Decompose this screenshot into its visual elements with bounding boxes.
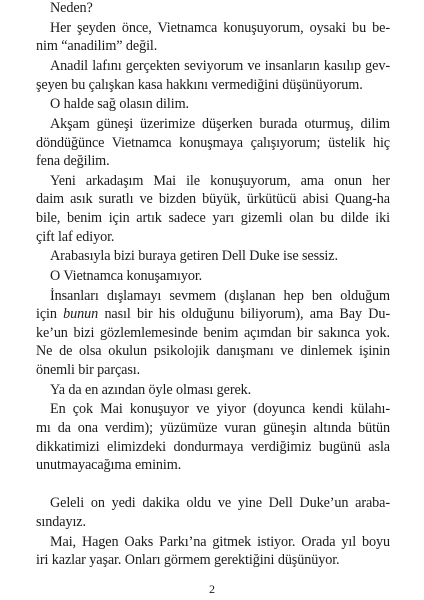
emphasized-word: bunun <box>63 306 99 323</box>
text-line <box>36 305 390 324</box>
text-line: Anadil lafını gerçekten seviyorum ve insanların kasılıp gev- <box>50 57 390 74</box>
text-line: Geleli on yedi dakika oldu ve yine Dell Duke’un araba- <box>50 495 390 512</box>
paragraph <box>36 57 390 94</box>
text-line: mı da ona verdim); yüzümüze vuran güneşin altında bütün <box>36 420 390 436</box>
text-line: Her şeyden önce, Vietnamca konuşuyorum, oysaki bu be- <box>50 19 390 36</box>
paragraph <box>36 247 390 266</box>
text-line: Neden? <box>50 0 93 16</box>
paragraph <box>36 267 390 286</box>
paragraph <box>36 0 390 18</box>
text-line: Yeni arkadaşım Mai ile konuşuyorum, ama onun her <box>50 172 390 189</box>
text-line: ke’un bizi gözlemlemesinde benim açımdan bir sakınca yok. <box>36 324 390 341</box>
paragraph <box>36 172 390 246</box>
text-segment: nasıl bir his olduğunu biliyorum), ama Bay Du- <box>98 306 391 323</box>
paragraph <box>36 400 390 474</box>
text-line: sındayız. <box>36 514 86 531</box>
text-line: unutmayacağıma eminim. <box>36 457 182 474</box>
paragraph <box>36 533 390 570</box>
paragraph <box>36 494 390 531</box>
text-line: nim “anadilim” değil. <box>36 38 158 55</box>
text-line: O halde sağ olasın dilim. <box>50 96 189 113</box>
text-line: fena değilim. <box>36 153 110 170</box>
text-line: önemli bir parçası. <box>36 362 141 379</box>
text-line: çift laf ediyor. <box>36 228 115 245</box>
paragraph <box>36 287 390 380</box>
text-line: iri kazlar yaşar. Onları görmem gerektiğini düşünüyor. <box>36 552 340 569</box>
text-line: dikkatimizi elimizdeki dondurmaya verdiğimiz bugünü asla <box>36 438 390 455</box>
text-segment: için <box>36 306 64 323</box>
text-line: daim asık suratlı ve bizden büyük, ürkütücü abisi Quang-ha <box>36 191 390 208</box>
text-line: şeyen bu çalışkan kasa hakkını vermediğini düşünüyorum. <box>36 76 363 93</box>
text-line: Mai, Hagen Oaks Parkı’na gitmek istiyor. Orada yıl boyu <box>50 533 390 550</box>
paragraph <box>36 381 390 400</box>
text-line: Arabasıyla bizi buraya getiren Dell Duke ise sessiz. <box>50 248 338 265</box>
text-line: bile, benim için artık sadece yarı gizemli olan bu dilde iki <box>36 210 390 226</box>
text-line: Akşam güneşi üzerimize düşerken burada oturmuş, dilim <box>50 115 390 132</box>
page-number: 2 <box>209 582 215 596</box>
text-line: O Vietnamca konuşamıyor. <box>50 267 203 284</box>
paragraph <box>36 95 390 114</box>
paragraph <box>36 115 390 171</box>
text-line: döndüğünce Vietnamca konuşmaya çalışıyorum; üstelik hiç <box>36 134 390 151</box>
text-line: Ne de olsa okulun psikolojik danışmanı ve dinlemek işinin <box>36 343 390 360</box>
text-line: En çok Mai konuşuyor ve yiyor (doyunca kendi külahı- <box>50 401 390 418</box>
body-text <box>36 0 390 570</box>
paragraph <box>36 19 390 56</box>
text-line: İnsanları dışlamayı sevmem (dışlanan hep ben olduğum <box>50 287 390 304</box>
text-line: Ya da en azından öyle olması gerek. <box>50 381 252 398</box>
